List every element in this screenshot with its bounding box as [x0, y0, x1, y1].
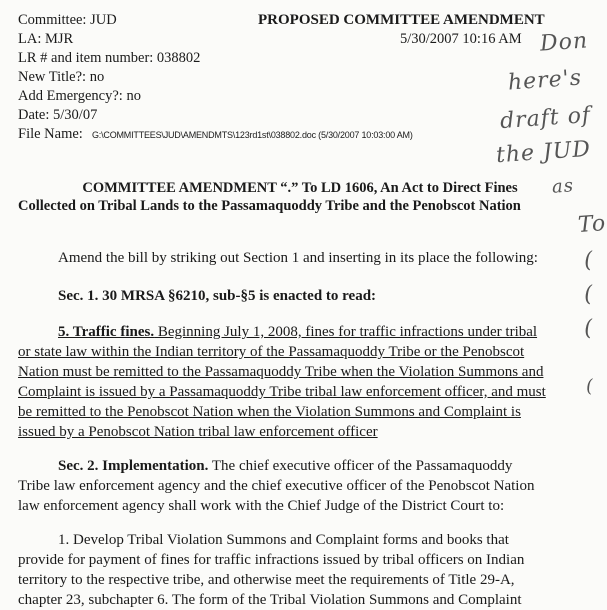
amend-instruction: Amend the bill by striking out Section 1 and inserting in its place the following: — [58, 250, 538, 266]
item-1-line3: territory to the respective tribe, and otherwise meet the requirements of Title 29-A, — [18, 572, 515, 588]
traffic-fines-heading: 5. Traffic fines. — [58, 324, 155, 340]
handwritten-note-10: ( — [585, 375, 595, 398]
section-2-line1 — [58, 456, 512, 476]
amendment-title-line1: COMMITTEE AMENDMENT “.” To LD 1606, An Act to Direct Fines — [82, 180, 518, 196]
doc-type: PROPOSED COMMITTEE AMENDMENT — [258, 12, 545, 28]
new-title-field: New Title?: no — [18, 69, 105, 85]
amendment-title-line2: Collected on Tribal Lands to the Passamaquoddy Tribe and the Penobscot Nation — [18, 198, 521, 214]
file-name-value: G:\COMMITTEES\JUD\AMENDMTS\123rd1st\038802.doc (5/30/2007 10:03:00 AM) — [92, 130, 413, 140]
item-1-line4: chapter 23, subchapter 6. The form of the Tribal Violation Summons and Complaint — [18, 592, 522, 608]
add-emergency-field: Add Emergency?: no — [18, 88, 141, 104]
handwritten-note-3: draft of — [499, 102, 592, 135]
lr-field: LR # and item number: 038802 — [18, 50, 201, 66]
section-2-heading: Sec. 2. Implementation. — [58, 458, 209, 474]
handwritten-note-4: the JUD — [495, 136, 592, 169]
handwritten-note-7: ( — [583, 247, 595, 274]
committee-field: Committee: JUD — [18, 12, 117, 28]
traffic-fines-line4: Complaint is issued by a Passamaquoddy Tribe tribal law enforcement officer, and must — [18, 384, 546, 400]
traffic-fines-line1 — [58, 322, 537, 342]
traffic-fines-text: Beginning July 1, 2008, fines for traffic infractions under tribal — [154, 324, 538, 340]
la-field: LA: MJR — [18, 31, 74, 47]
handwritten-note-8: ( — [583, 281, 595, 308]
timestamp: 5/30/2007 10:16 AM — [400, 31, 522, 47]
section-2-text: The chief executive officer of the Passamaquoddy — [208, 458, 513, 474]
date-field: Date: 5/30/07 — [18, 107, 98, 123]
traffic-fines-line5: be remitted to the Penobscot Nation when the Violation Summons and Complaint is — [18, 404, 521, 420]
item-1-line2: provide for payment of fines for traffic infractions issued by tribal officers on Indian — [18, 552, 525, 568]
handwritten-note-6: To — [577, 211, 607, 238]
traffic-fines-line3: Nation must be remitted to the Passamaquoddy Tribe when the Violation Summons and — [18, 364, 544, 380]
file-name-label: File Name: — [18, 126, 83, 142]
handwritten-note-5: as — [551, 175, 575, 198]
handwritten-note-9: ( — [583, 315, 595, 342]
section-1-heading: Sec. 1. 30 MRSA §6210, sub-§5 is enacted to read: — [58, 288, 377, 304]
traffic-fines-line6: issued by a Penobscot Nation tribal law enforcement officer — [18, 424, 378, 440]
traffic-fines-line2: or state law within the Indian territory of the Passamaquoddy Tribe or the Penobscot — [18, 344, 525, 360]
handwritten-note-2: here's — [507, 65, 583, 96]
section-2-line3: law enforcement agency shall work with the Chief Judge of the District Court to: — [18, 498, 505, 514]
section-2-line2: Tribe law enforcement agency and the chief executive officer of the Penobscot Nation — [18, 478, 535, 494]
handwritten-note-1: Don — [539, 28, 589, 57]
item-1-line1: 1. Develop Tribal Violation Summons and Complaint forms and books that — [58, 532, 509, 548]
